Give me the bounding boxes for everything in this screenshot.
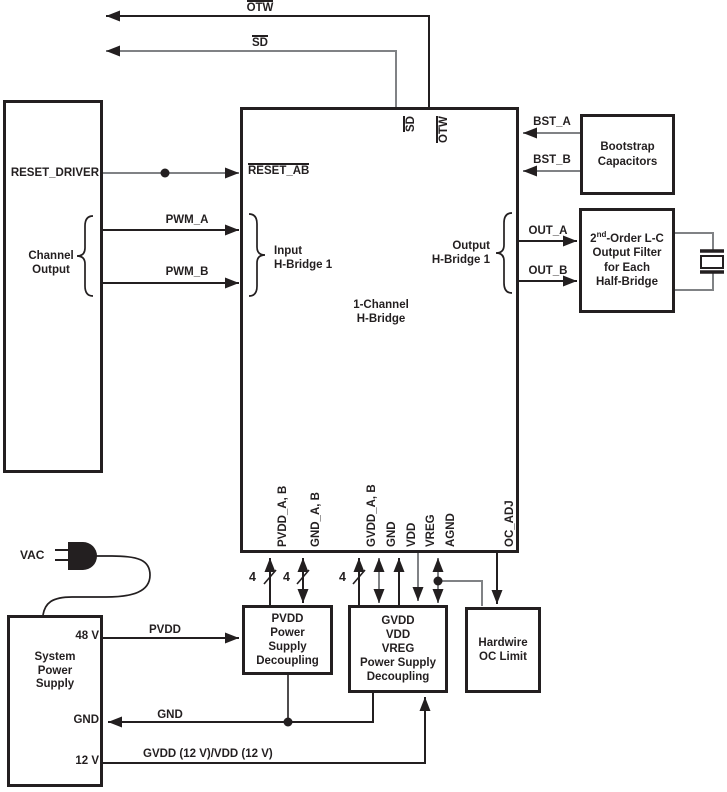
reset-driver-label: RESET_DRIVER [10,167,99,179]
bst-a-label: BST_A [533,116,571,128]
out-a-label: OUT_A [528,225,568,237]
junction-dot [434,577,443,586]
reset-ab-pin-label: RESET_AB [248,165,310,177]
bus-width-label: 4 [339,570,346,584]
ac-plug-icon [43,542,150,615]
bootstrap-block-label: Bootstrap Capacitors [597,141,658,168]
bus-width-label: 4 [249,570,256,584]
input-hbridge-label: Input H-Bridge 1 [274,245,333,271]
bst-b-label: BST_B [533,154,571,166]
vac-label: VAC [20,548,45,562]
pin-oc-adj: OC_ADJ [504,500,516,547]
wire-agnd-link [438,581,482,606]
port-12v-label: 12 V [75,755,99,767]
pin-vreg: VREG [425,514,437,547]
pvdd-decoupling-label: PVDD Power Supply Decoupling [256,613,319,667]
hardwire-oc-limit-label: Hardwire OC Limit [478,636,528,663]
system-power-supply-label: System Power Supply [34,651,76,690]
port-48v-label: 48 V [75,630,99,642]
sd-signal-label: SD [252,37,268,49]
out-b-label: OUT_B [528,265,568,277]
gnd-rail-label: GND [157,709,183,721]
port-gnd-label: GND [73,714,99,726]
pin-agnd: AGND [445,513,457,547]
gvdd-decoupling-label: GVDD VDD VREG Power Supply Decoupling [359,615,437,683]
output-hbridge-brace [496,213,512,293]
input-hbridge-brace [249,214,265,296]
pin-pvdd-ab: PVDD_A, B [277,485,289,547]
wire-sd [106,51,396,107]
pin-gnd-ab: GND_A, B [310,492,322,547]
junction-dot [161,169,170,178]
pwm-a-label: PWM_A [165,214,209,226]
pin-gnd: GND [386,521,398,547]
otw-pin-label: OTW [438,116,450,143]
speaker-icon [675,233,724,290]
bus-width-label: 4 [283,570,290,584]
pin-gvdd-ab: GVDD_A, B [366,484,378,547]
otw-signal-label: OTW [246,2,274,14]
pwm-b-label: PWM_B [165,266,209,278]
pin-vdd: VDD [406,522,418,547]
hbridge-title: 1-Channel H-Bridge [353,299,409,325]
12v-rail-label: GVDD (12 V)/VDD (12 V) [143,748,273,760]
output-hbridge-label: Output H-Bridge 1 [431,240,490,266]
sd-pin-label: SD [405,116,417,132]
output-filter-block-label: 2nd-Order L-C Output Filter for Each Half-Bridge [590,230,664,288]
pvdd-rail-label: PVDD [149,624,181,636]
channel-output-label: Channel Output [28,250,74,276]
wire-otw [106,16,429,107]
